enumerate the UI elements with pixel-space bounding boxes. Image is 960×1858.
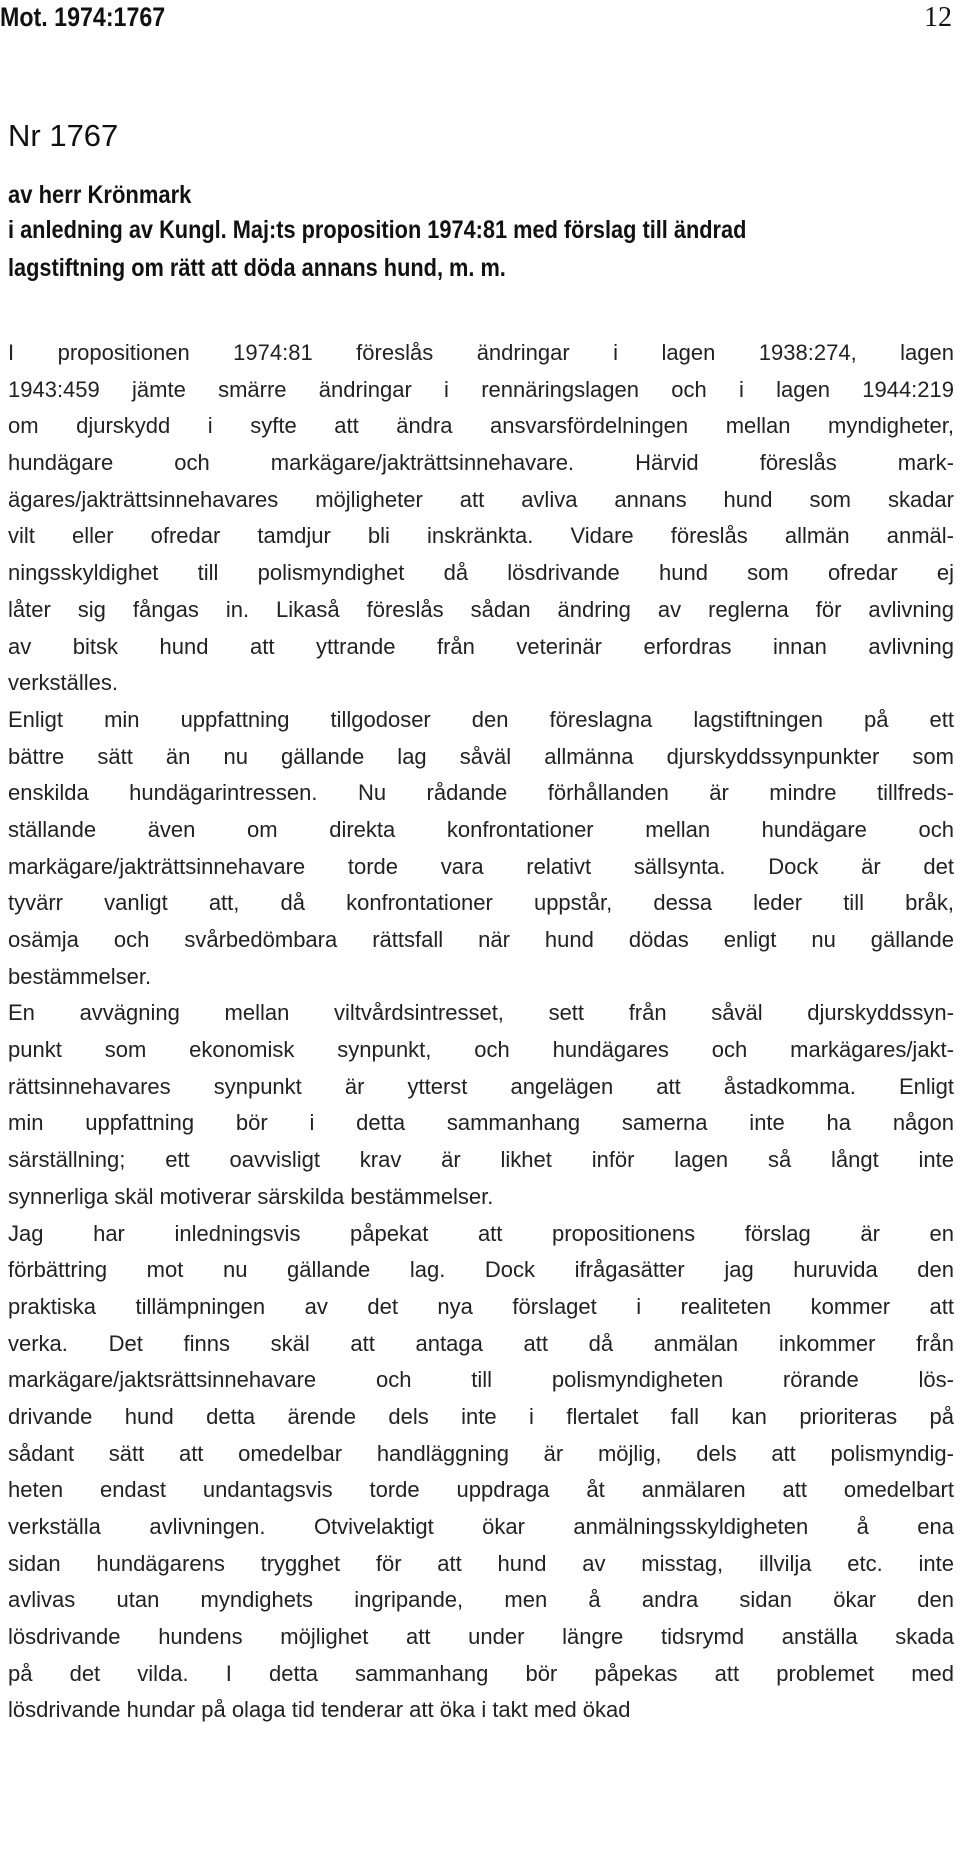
- body-line: punkt som ekonomisk synpunkt, och hundägares och markägares/jakt-: [8, 1037, 954, 1063]
- motion-author: av herr Krönmark: [8, 181, 192, 209]
- body-line: synnerliga skäl motiverar särskilda bestämmelser.: [8, 1183, 494, 1209]
- page-number: 12: [924, 2, 952, 33]
- body-line: av bitsk hund att yttrande från veterinär erfordras innan avlivning: [8, 633, 954, 659]
- body-line: 1943:459 jämte smärre ändringar i rennäringslagen och i lagen 1944:219: [8, 376, 954, 402]
- body-line: verkställes.: [8, 670, 119, 696]
- body-line: praktiska tillämpningen av det nya förslaget i realiteten kommer att: [8, 1293, 954, 1319]
- body-line: drivande hund detta ärende dels inte i flertalet fall kan prioriteras på: [8, 1403, 954, 1429]
- body-line: bestämmelser.: [8, 963, 152, 989]
- body-line: förbättring mot nu gällande lag. Dock ifrågasätter jag huruvida den: [8, 1257, 954, 1283]
- body-line: bättre sätt än nu gällande lag såväl allmänna djurskyddssynpunkter som: [8, 743, 954, 769]
- body-line: särställning; ett oavvisligt krav är likhet inför lagen så långt inte: [8, 1147, 954, 1173]
- motion-occasion-line-2: lagstiftning om rätt att döda annans hund, m. m.: [8, 254, 506, 282]
- motion-number: Nr 1767: [8, 118, 119, 153]
- body-line: låter sig fångas in. Likaså föreslås sådan ändring av reglerna för avlivning: [8, 596, 954, 622]
- body-line: En avvägning mellan viltvårdsintresset, sett från såväl djurskyddssyn-: [8, 1000, 954, 1026]
- body-line: vilt eller ofredar tamdjur bli inskränkta. Vidare föreslås allmän anmäl-: [8, 523, 954, 549]
- body-line: ägares/jakträttsinnehavares möjligheter att avliva annans hund som skadar: [8, 486, 954, 512]
- body-line: min uppfattning bör i detta sammanhang samerna inte ha någon: [8, 1110, 954, 1136]
- body-line: tyvärr vanligt att, då konfrontationer uppstår, dessa leder till bråk,: [8, 890, 954, 916]
- body-line: Enligt min uppfattning tillgodoser den föreslagna lagstiftningen på ett: [8, 706, 954, 732]
- body-line: verkställa avlivningen. Otvivelaktigt ökar anmälningsskyldigheten å ena: [8, 1514, 954, 1539]
- document-reference: Mot. 1974:1767: [0, 2, 166, 32]
- body-line: markägare/jaktsrättsinnehavare och till polismyndigheten rörande lös-: [8, 1367, 954, 1393]
- body-line: på det vilda. I detta sammanhang bör påpekas att problemet med: [8, 1660, 954, 1686]
- body-line: lösdrivande hundens möjlighet att under längre tidsrymd anställa skada: [8, 1624, 954, 1650]
- body-line: om djurskydd i syfte att ändra ansvarsfördelningen mellan myndigheter,: [8, 413, 954, 439]
- body-line: verka. Det finns skäl att antaga att då anmälan inkommer från: [8, 1330, 954, 1356]
- motion-occasion-line-1: i anledning av Kungl. Maj:ts proposition 1974:81 med förslag till ändrad: [8, 216, 747, 244]
- body-line: avlivas utan myndighets ingripande, men å andra sidan ökar den: [8, 1587, 954, 1613]
- body-line: heten endast undantagsvis torde uppdraga åt anmälaren att omedelbart: [8, 1477, 954, 1503]
- body-line: Jag har inledningsvis påpekat att propositionens förslag är en: [8, 1220, 954, 1246]
- body-line: markägare/jakträttsinnehavare torde vara relativt sällsynta. Dock är det: [8, 853, 954, 879]
- body-line: ningsskyldighet till polismyndighet då lösdrivande hund som ofredar ej: [8, 560, 954, 586]
- body-line: enskilda hundägarintressen. Nu rådande förhållanden är mindre tillfreds-: [8, 780, 954, 806]
- body-line: lösdrivande hundar på olaga tid tenderar att öka i takt med ökad: [8, 1697, 631, 1723]
- body-line: sidan hundägarens trygghet för att hund av misstag, illvilja etc. inte: [8, 1550, 954, 1576]
- body-line: osämja och svårbedömbara rättsfall när hund dödas enligt nu gällande: [8, 927, 954, 952]
- body-line: hundägare och markägare/jakträttsinnehavare. Härvid föreslås mark-: [8, 450, 954, 476]
- body-line: I propositionen 1974:81 föreslås ändringar i lagen 1938:274, lagen: [8, 340, 954, 365]
- motion-body-text: [8, 335, 954, 1729]
- body-line: sådant sätt att omedelbar handläggning är möjlig, dels att polismyndig-: [8, 1440, 954, 1466]
- body-line: ställande även om direkta konfrontationer mellan hundägare och: [8, 816, 954, 842]
- body-line: rättsinnehavares synpunkt är ytterst angelägen att åstadkomma. Enligt: [8, 1073, 954, 1099]
